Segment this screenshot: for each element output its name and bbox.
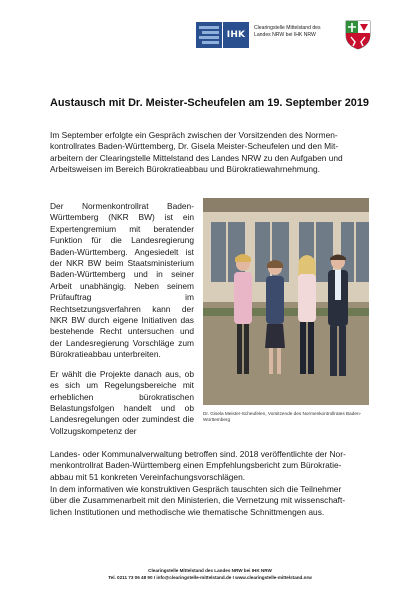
article-title: Austausch mit Dr. Meister-Scheufelen am 19. September 2019 xyxy=(50,97,369,109)
footer-contact: Tel. 0211 73 06 48 90 I info@clearingstelle-mittelstand.de I www.clearingstelle-mittelstand.nrw xyxy=(108,575,312,580)
intro-line: Im September erfolgte ein Gespräch zwischen der Vorsitzenden des Normen- xyxy=(50,130,338,140)
column-paragraph-2: Er wählt die Projekte danach aus, ob es sich um Regelungsbereiche mit erheblichen bürokratischen Belastungsfolgen handelt und ob Landesregelungen oder zumindest die Vollzugskompetenz der xyxy=(50,368,194,436)
brand-name xyxy=(254,25,344,39)
page-footer xyxy=(60,567,360,581)
ihk-logo xyxy=(196,22,250,48)
closing-line: über die Zusammenarbeit mit den Ministerien, die Vernetzung mit wissenschaft- xyxy=(50,495,346,506)
intro-line: Arbeitsweisen im Bereich Bürokratieabbau und Bürokratiewahrnehmung. xyxy=(50,164,321,175)
continuation-line: Landes- oder Kommunalverwaltung betroffen sind. 2018 veröffentlichte der Nor- xyxy=(50,449,346,459)
left-column xyxy=(50,201,194,445)
continuation-line: abbau mit 51 konkreten Vereinfachungsvorschlägen. xyxy=(50,471,246,482)
group-photo xyxy=(203,198,369,405)
continuation-line: menkontrollrat Baden-Württemberg einen Empfehlungsbericht zum Bürokratie- xyxy=(50,460,342,471)
intro-paragraph xyxy=(50,130,374,176)
closing-line: In dem informativen wie konstruktiven Gespräch tauschten sich die Teilnehmer xyxy=(50,484,342,494)
intro-line: kontrollrates Baden-Württemberg, Dr. Gisela Meister-Scheufelen und den Mit- xyxy=(50,141,339,152)
continuation-paragraph xyxy=(50,449,374,483)
nrw-crest-icon xyxy=(345,20,371,50)
brand-line-2: Landes NRW bei IHK NRW xyxy=(254,32,316,38)
intro-line: arbeitern der Clearingstelle Mittelstand des Landes NRW zu den Aufgaben und xyxy=(50,152,343,163)
footer-org: Clearingstelle Mittelstand des Landes NRW bei IHK NRW xyxy=(148,568,272,573)
closing-line: lichen Institutionen und methodische wie thematische Schnittmengen aus. xyxy=(50,506,325,517)
ihk-logo-text: IHK xyxy=(223,22,249,48)
closing-paragraph xyxy=(50,484,374,518)
group-photo-image xyxy=(203,198,369,405)
column-paragraph-1: Der Normenkontrollrat Baden-Württemberg (NKR BW) ist ein Expertengremium mit beratender Funktion für die Landesregierung Baden-Württemberg. Angesiedelt ist der NKR BW beim Staatsministerium Baden-Württemberg und in seiner Arbeit unabhängig. Neben seinem Prüfauftrag im Rechtsetzungsverfahren kann der NKR BW durch eigene Initiativen das bestehende Recht untersuchen und der Landesregierung Vorschläge zum Bürokratieabbau unterbreiten. xyxy=(50,201,194,360)
photo-caption: Dr. Gisela Meister-Scheufelen, Vorsitzende des Normenkontrollrates Baden-Württemberg xyxy=(203,411,362,423)
ihk-logo-mark-icon xyxy=(196,22,222,48)
brand-line-1: Clearingstelle Mittelstand des xyxy=(254,25,321,31)
